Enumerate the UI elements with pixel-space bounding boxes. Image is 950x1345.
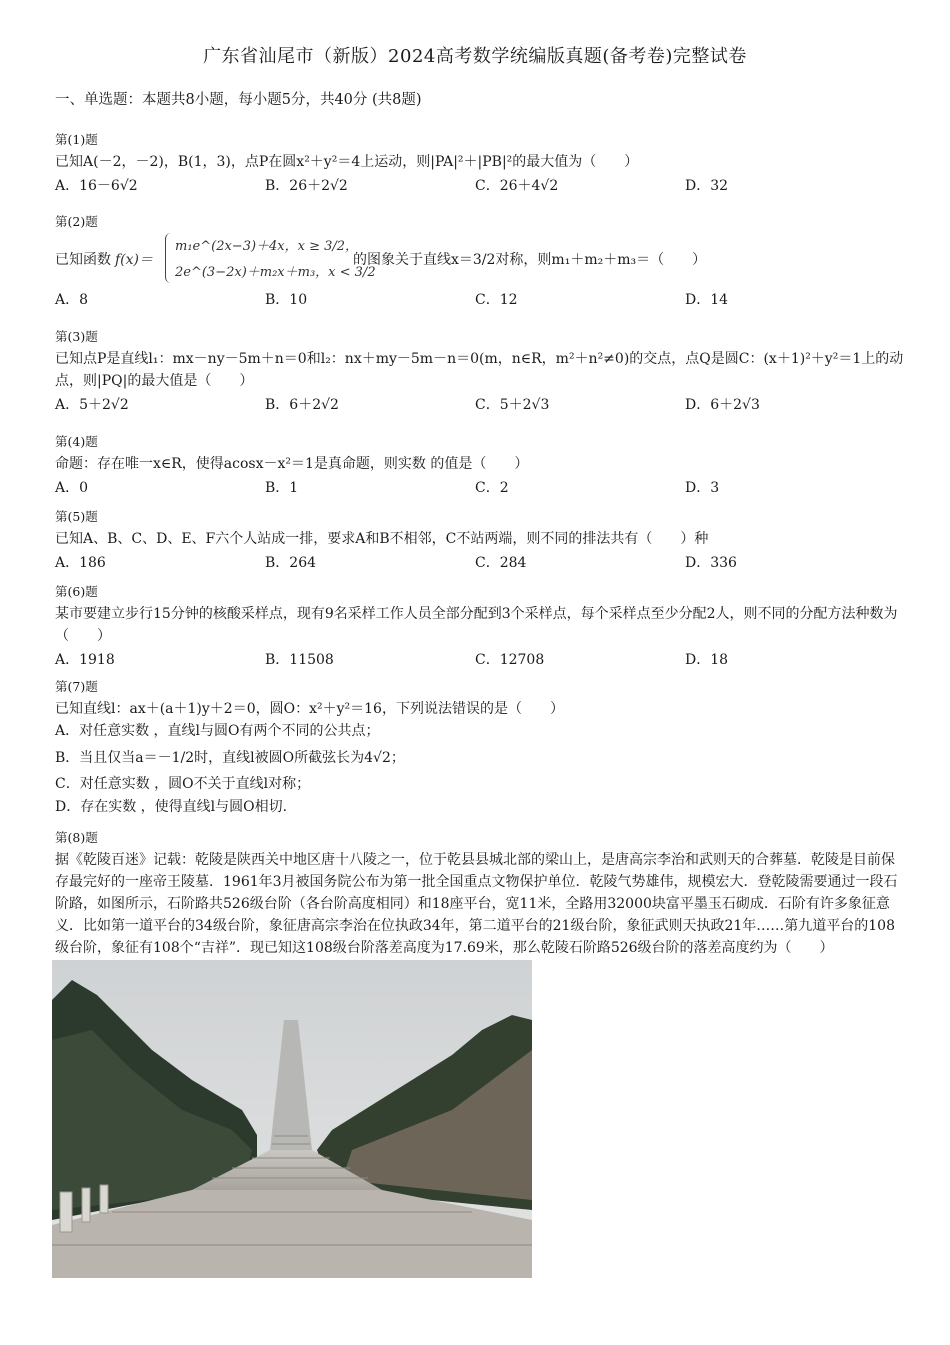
options-row (55, 477, 905, 499)
piecewise-case-1: m₁e^(2x−3)＋4x，x ≥ 3/2， (175, 239, 359, 254)
stem-prefix: 已知函数 (55, 252, 111, 268)
piecewise-brace (165, 233, 174, 283)
option-a[interactable]: A．8 (55, 292, 89, 308)
options-row (55, 289, 905, 311)
option-a[interactable]: A．16－6√2 (55, 178, 138, 194)
piecewise-case-2: 2e^(3−2x)＋m₂x＋m₃，x < 3/2 (175, 265, 376, 280)
question-stem: 已知直线l：ax＋(a＋1)y＋2＝0，圆O：x²＋y²＝16，下列说法错误的是（ ） (55, 701, 564, 717)
option-b[interactable]: B．6＋2√2 (265, 397, 339, 413)
option-d[interactable]: D．6＋2√3 (685, 397, 760, 413)
option-c[interactable]: C．12 (475, 292, 518, 308)
option-d[interactable]: D．32 (685, 178, 729, 194)
option-a[interactable]: A．186 (55, 555, 106, 571)
option-c[interactable]: C．26＋4√2 (475, 178, 559, 194)
question-stem: 已知点P是直线l₁：mx－ny－5m＋n＝0和l₂：nx＋my－5m－n＝0(m，n∈R，m²＋n²≠0)的交点，点Q是圆C：(x＋1)²＋y²＝1上的动点，则|PQ|的最大值是（ ） (55, 351, 904, 389)
stairway-illustration (52, 960, 532, 1278)
question-3 (55, 327, 905, 416)
option-d[interactable]: D．14 (685, 292, 729, 308)
options-row (55, 649, 905, 671)
question-number: 第(4)题 (55, 434, 98, 449)
qianling-stairway-photo (52, 960, 532, 1278)
page-title: 广东省汕尾市（新版）2024高考数学统编版真题(备考卷)完整试卷 (203, 46, 747, 67)
question-5 (55, 507, 905, 574)
option-d[interactable]: D．336 (685, 555, 737, 571)
stem-suffix: 的图象关于直线x＝3/2对称，则m₁＋m₂＋m₃＝（ ） (353, 252, 707, 268)
question-number: 第(7)题 (55, 679, 98, 694)
question-1 (55, 130, 905, 197)
option-b[interactable]: B．当且仅当a＝－1/2时，直线l被圆O所截弦长为4√2； (55, 750, 405, 766)
option-b[interactable]: B．10 (265, 292, 308, 308)
question-stem: 命题：存在唯一x∈R，使得acosx－x²＝1是真命题，则实数 的值是（ ） (55, 456, 529, 472)
question-number: 第(5)题 (55, 509, 98, 524)
option-a[interactable]: A．1918 (55, 652, 115, 668)
options-list (55, 720, 905, 819)
question-number: 第(6)题 (55, 584, 98, 599)
option-d[interactable]: D．存在实数 ，使得直线l与圆O相切. (55, 799, 288, 815)
question-number: 第(1)题 (55, 132, 98, 147)
option-b[interactable]: B．1 (265, 480, 299, 496)
question-7 (55, 677, 905, 819)
question-6 (55, 582, 905, 671)
option-d[interactable]: D．3 (685, 480, 720, 496)
question-number: 第(2)题 (55, 214, 98, 229)
option-c[interactable]: C．284 (475, 555, 527, 571)
option-c[interactable]: C．2 (475, 480, 509, 496)
question-stem: 已知A、B、C、D、E、F六个人站成一排，要求A和B不相邻，C不站两端，则不同的排法共有（ ）种 (55, 531, 709, 547)
question-number: 第(8)题 (55, 830, 98, 845)
option-a[interactable]: A．0 (55, 480, 89, 496)
option-a[interactable]: A．对任意实数 ，直线l与圆O有两个不同的公共点； (55, 723, 380, 739)
option-c[interactable]: C．对任意实数 ，圆O不关于直线l对称； (55, 776, 311, 792)
options-row (55, 175, 905, 197)
section-heading: 一、单选题：本题共8小题，每小题5分，共40分 (共8题) (55, 92, 422, 108)
question-4 (55, 432, 905, 499)
question-stem: 某市要建立步行15分钟的核酸采样点，现有9名采样工作人员全部分配到3个采样点，每个采样点至少分配2人，则不同的分配方法种数为（ ） (55, 606, 898, 644)
option-b[interactable]: B．11508 (265, 652, 334, 668)
options-row (55, 394, 905, 416)
option-c[interactable]: C．5＋2√3 (475, 397, 550, 413)
question-stem (55, 233, 905, 285)
option-b[interactable]: B．264 (265, 555, 317, 571)
question-stem: 已知A(－2，－2)，B(1，3)，点P在圆x²＋y²＝4上运动，则|PA|²＋|PB|²的最大值为（ ） (55, 154, 639, 170)
option-c[interactable]: C．12708 (475, 652, 545, 668)
options-row (55, 552, 905, 574)
question-2 (55, 212, 905, 311)
option-b[interactable]: B．26＋2√2 (265, 178, 348, 194)
option-d[interactable]: D．18 (685, 652, 729, 668)
question-stem: 据《乾陵百迷》记载：乾陵是陕西关中地区唐十八陵之一，位于乾县县城北部的梁山上，是唐高宗李治和武则天的合葬墓．乾陵是目前保存最完好的一座帝王陵墓．1961年3月被国务院公布为第一批全国重点文物保护单位．乾陵气势雄伟，规模宏大．登乾陵需要通过一段石阶路，如图所示，石阶路共526级台阶（各台阶高度相同）和18座平台，宽11米，全路用32000块富平墨玉石砌成．石阶有许多象征意义．比如第一道平台的34级台阶，象征唐高宗李治在位执政34年，第二道平台的21级台阶，象征武则天执政21年……第九道平台的108级台阶，象征有108个“吉祥”．现已知这108级台阶落差高度为17.69米，那么乾陵石阶路526级台阶的落差高度约为（ ） (55, 852, 898, 956)
question-number: 第(3)题 (55, 329, 98, 344)
function-name: f(x)＝ (115, 252, 154, 268)
option-a[interactable]: A．5＋2√2 (55, 397, 129, 413)
question-8 (55, 828, 905, 959)
